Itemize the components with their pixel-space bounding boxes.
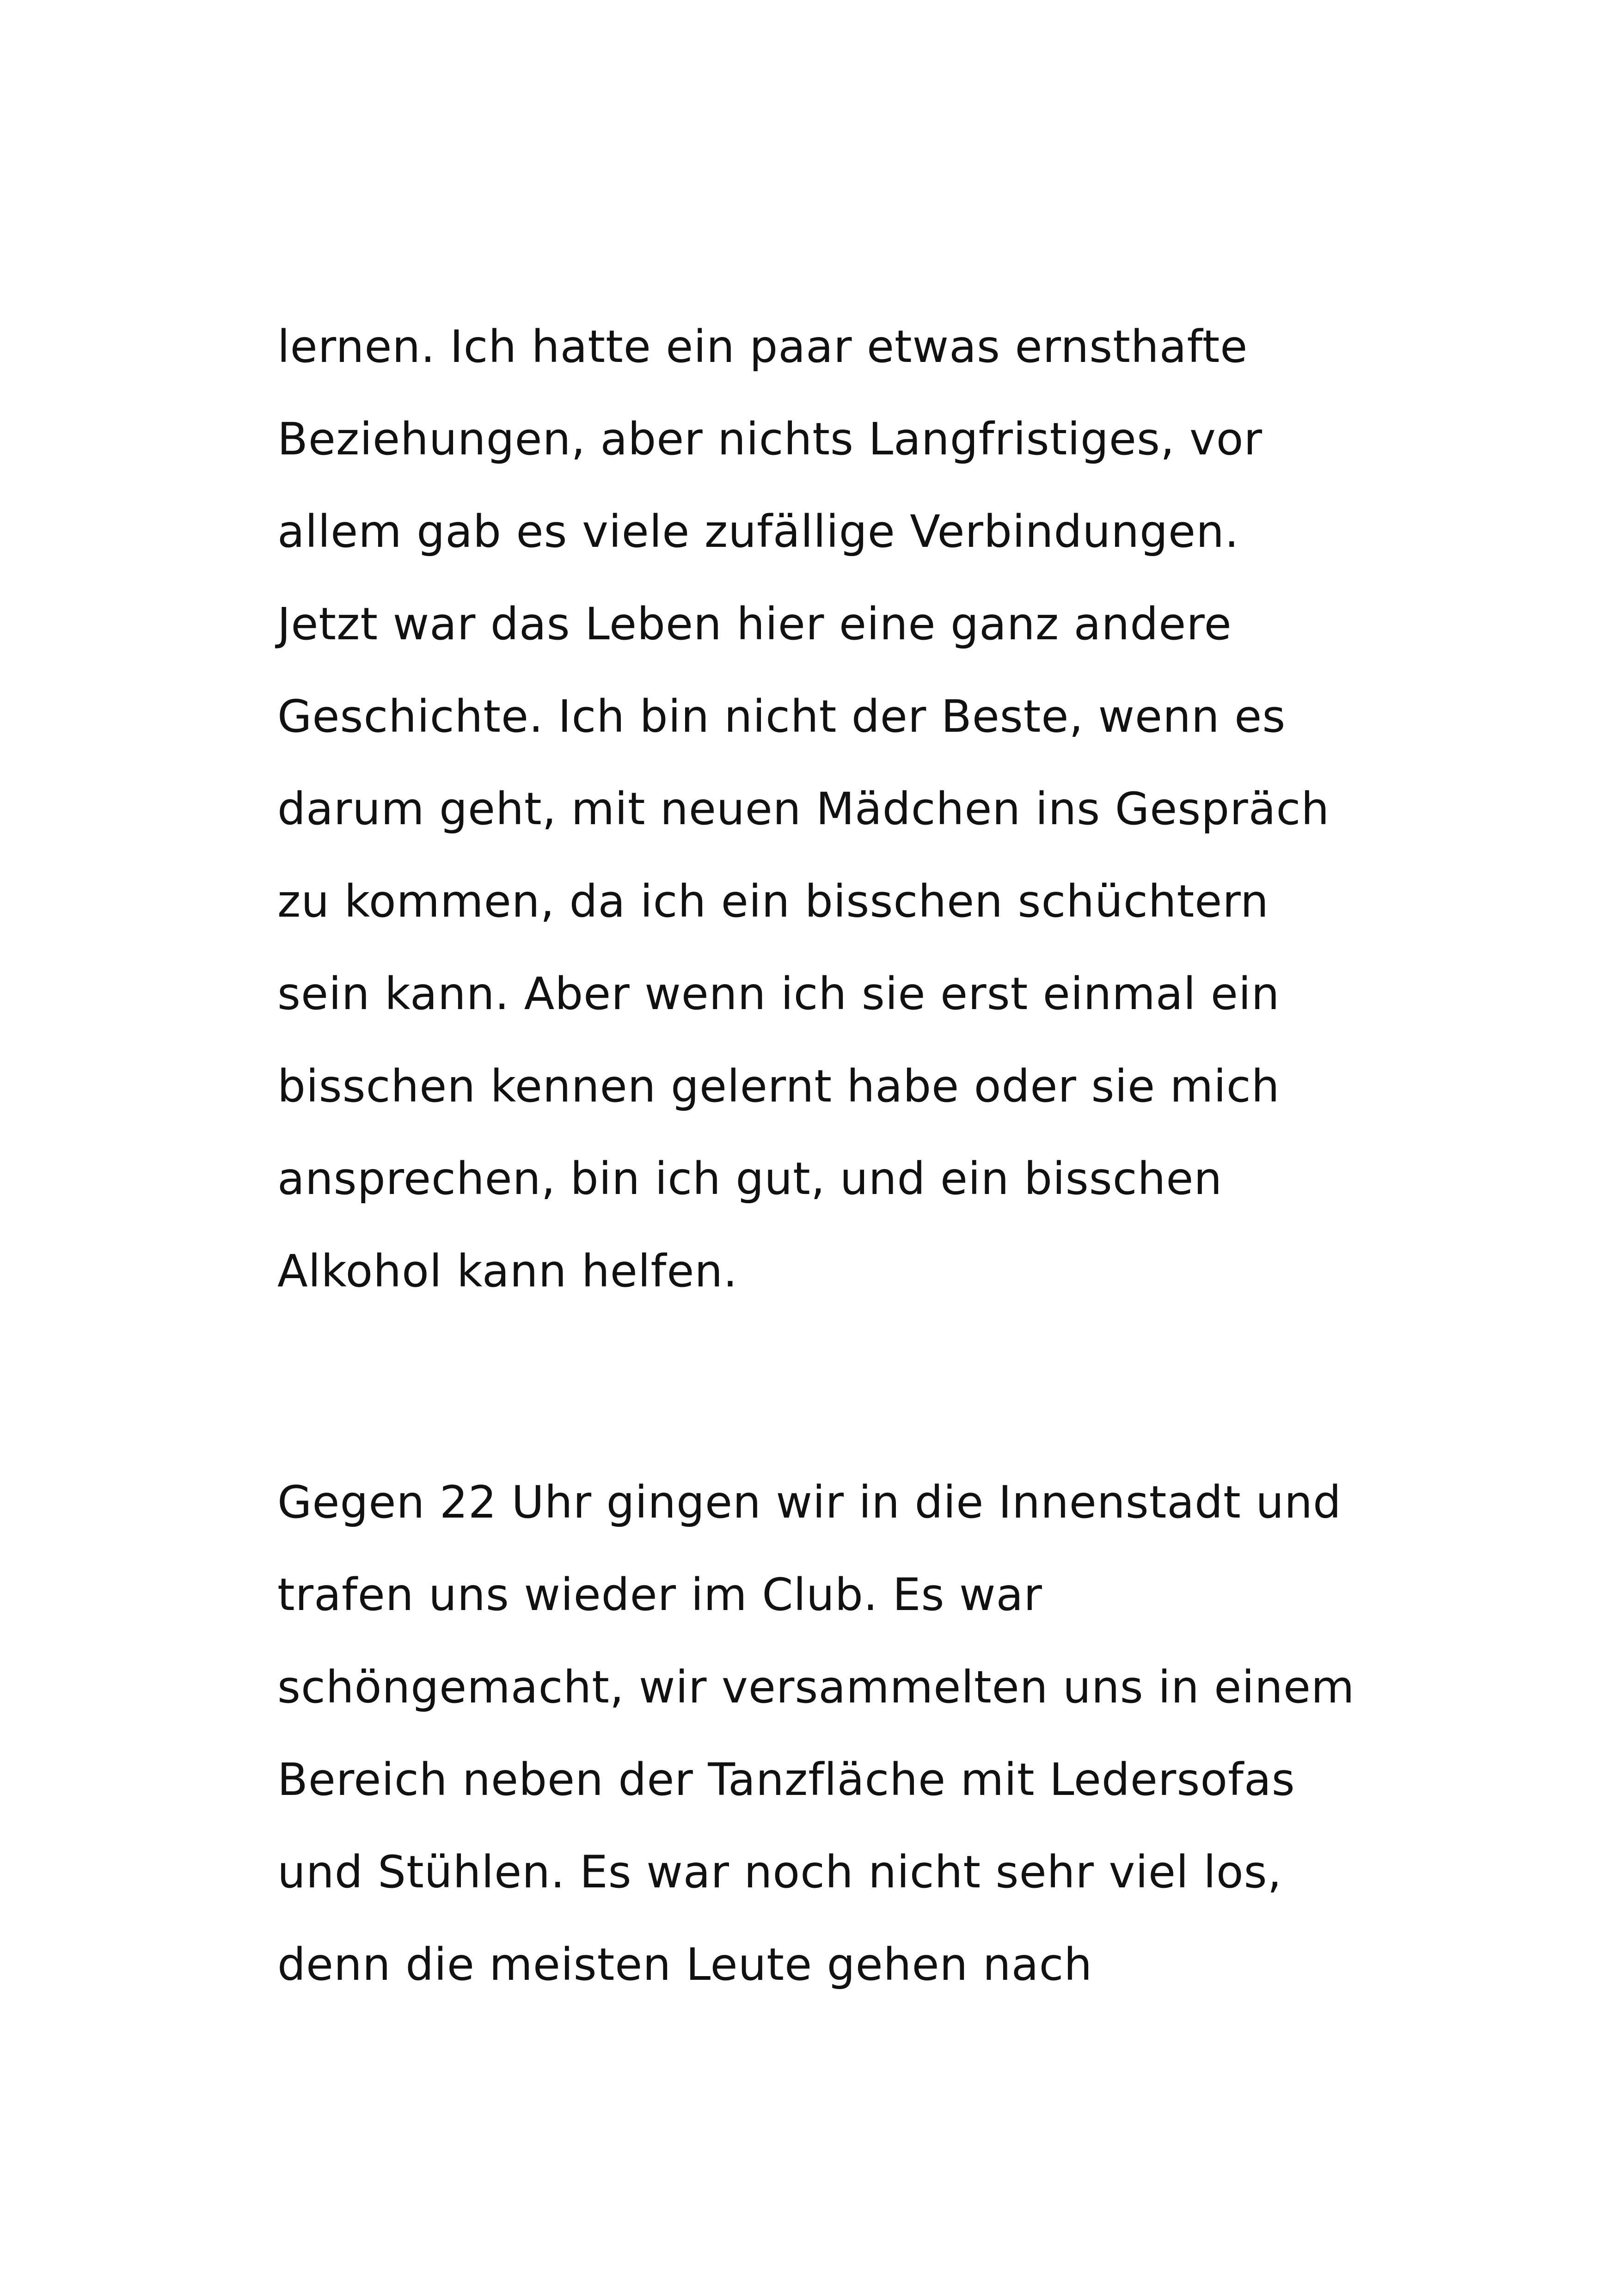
- text-line: darum geht, mit neuen Mädchen ins Gespräch: [277, 783, 1330, 835]
- text-line: ansprechen, bin ich gut, und ein bisschen: [277, 1153, 1223, 1205]
- text-line: lernen. Ich hatte ein paar etwas ernsthafte: [277, 321, 1248, 373]
- text-line: Geschichte. Ich bin nicht der Beste, wenn es: [277, 691, 1286, 742]
- text-line: Gegen 22 Uhr gingen wir in die Innenstadt und: [277, 1476, 1342, 1528]
- text-line: Alkohol kann helfen.: [277, 1245, 738, 1297]
- paragraph-2: [277, 1456, 1433, 2011]
- text-line: trafen uns wieder im Club. Es war: [277, 1569, 1042, 1621]
- text-line: schöngemacht, wir versammelten uns in einem: [277, 1661, 1355, 1713]
- text-line: sein kann. Aber wenn ich sie erst einmal ein: [277, 968, 1280, 1020]
- text-line: allem gab es viele zufällige Verbindungen.: [277, 506, 1239, 557]
- text-line: bisschen kennen gelernt habe oder sie mich: [277, 1060, 1280, 1112]
- text-line: Beziehungen, aber nichts Langfristiges, vor: [277, 413, 1263, 465]
- text-line: Bereich neben der Tanzfläche mit Ledersofas: [277, 1754, 1295, 1806]
- text-line: zu kommen, da ich ein bisschen schüchtern: [277, 876, 1269, 927]
- paragraph-1: [277, 300, 1433, 1317]
- text-line: denn die meisten Leute gehen nach: [277, 1939, 1093, 1990]
- text-line: Jetzt war das Leben hier eine ganz andere: [277, 598, 1232, 650]
- text-line: und Stühlen. Es war noch nicht sehr viel los,: [277, 1846, 1282, 1898]
